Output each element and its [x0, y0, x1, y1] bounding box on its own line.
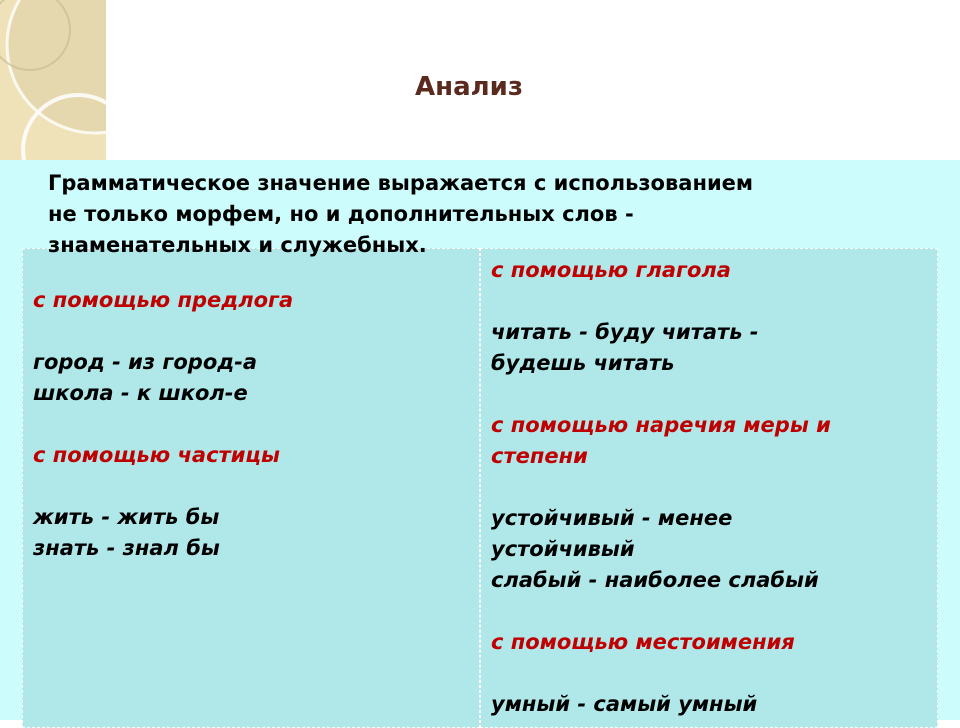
intro-line: не только морфем, но и дополнительных слов - [48, 202, 634, 226]
slide-title: Анализ [415, 72, 523, 102]
right-example-line: устойчивый [491, 537, 635, 561]
right-example-line [491, 379, 831, 410]
left-column-lines [33, 285, 293, 564]
right-section-header: с помощью глагола [491, 258, 731, 282]
right-example-line: устойчивый - менее [491, 506, 733, 530]
left-example-line [33, 316, 293, 347]
right-example-line [491, 596, 831, 627]
right-section-header: с помощью местоимения [491, 630, 795, 654]
left-section-header: с помощью частицы [33, 443, 280, 467]
right-column [480, 248, 938, 728]
intro-paragraph [48, 168, 953, 261]
right-column-lines [491, 255, 831, 720]
right-example-line: читать - буду читать - [491, 320, 759, 344]
intro-line: Грамматическое значение выражается с использованием [48, 171, 754, 195]
right-example-line [491, 658, 831, 689]
right-section-header: степени [491, 444, 588, 468]
left-example-line: город - из город-а [33, 350, 258, 374]
left-example-line [33, 471, 293, 502]
right-example-line: будешь читать [491, 351, 675, 375]
decorative-circles-icon [0, 0, 106, 160]
intro-line: знаменательных и служебных. [48, 233, 427, 257]
right-example-line: слабый - наиболее слабый [491, 568, 819, 592]
right-example-line [491, 472, 831, 503]
left-example-line: знать - знал бы [33, 536, 220, 560]
left-section-header: с помощью предлога [33, 288, 294, 312]
left-column [22, 248, 480, 728]
title-area [106, 0, 960, 160]
left-example-line: школа - к школ-е [33, 381, 248, 405]
right-section-header: с помощью наречия меры и [491, 413, 831, 437]
right-example-line [491, 286, 831, 317]
left-example-line [33, 409, 293, 440]
right-example-line: умный - самый умный [491, 692, 758, 716]
left-example-line: жить - жить бы [33, 505, 220, 529]
corner-decoration [0, 0, 106, 160]
